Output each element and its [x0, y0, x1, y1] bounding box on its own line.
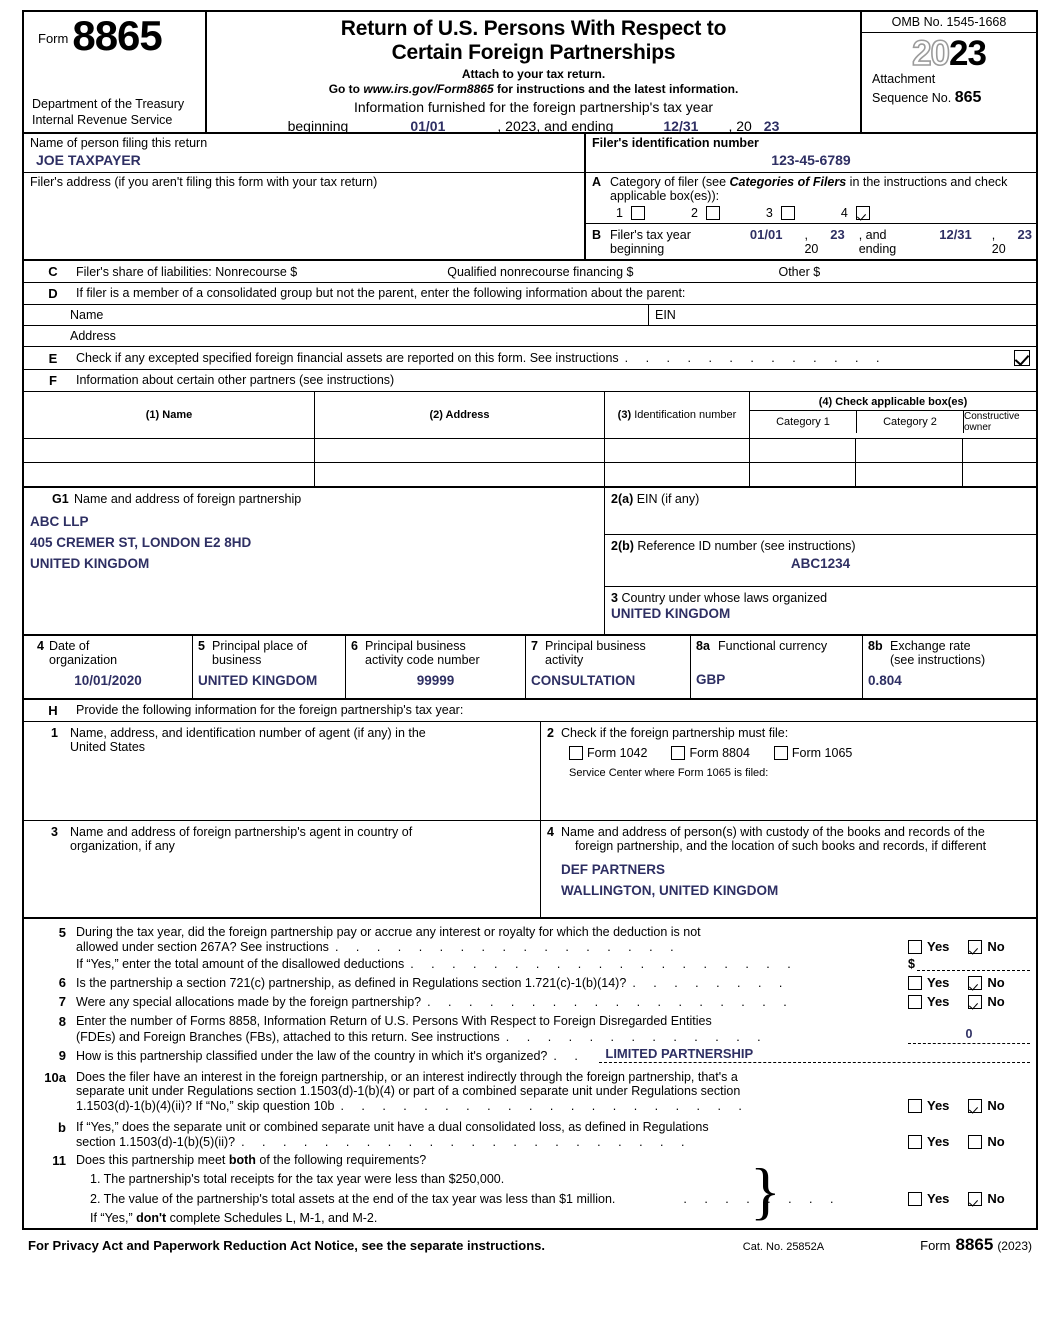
header-left-block	[24, 12, 207, 132]
question-7-no-label: No	[987, 994, 1005, 1009]
detail-5-label-1: Principal place of	[212, 639, 308, 653]
line-d-ein-label: EIN	[655, 308, 676, 322]
header-title-block	[207, 12, 862, 135]
beginning-value[interactable]: 01/01	[410, 118, 446, 135]
question-6-yes-checkbox[interactable]	[908, 976, 922, 990]
category-box-4[interactable]	[856, 206, 870, 220]
col-header-check-group	[749, 392, 1036, 438]
question-10a-yes-label: Yes	[927, 1098, 950, 1113]
line-b-label: Filer's tax year beginning	[610, 228, 691, 256]
line-e-row	[22, 346, 1038, 369]
filer-name-row	[22, 132, 1038, 172]
cell-constructive-owner[interactable]	[962, 463, 1036, 486]
h-item-1-line-1: Name, address, and identification number of agent (if any) in the	[70, 726, 426, 740]
question-6-text: Is the partnership a section 721(c) partnership, as defined in Regulations section 1.721(c)-1(b)(14)?	[76, 975, 627, 990]
tax-year-century: 20	[912, 34, 949, 73]
cell-name[interactable]	[24, 439, 314, 462]
g1-ein-title: EIN (if any)	[636, 492, 700, 506]
category-a-letter: A	[592, 175, 602, 189]
question-9-leader-dots: . .	[553, 1049, 585, 1063]
filer-name-label: Name of person filing this return	[30, 136, 208, 150]
question-9-num: 9	[58, 1048, 66, 1063]
g1-refid-title: Reference ID number (see instructions)	[637, 539, 856, 553]
cell-constructive-owner[interactable]	[962, 439, 1036, 462]
g1-refid-value[interactable]: ABC1234	[790, 556, 851, 571]
category-box-1-label: 1	[616, 206, 623, 220]
header-right-block	[862, 12, 1036, 132]
question-5-line-1: During the tax year, did the foreign partnership pay or accrue any interest or royalty for which the deduction is not	[76, 925, 701, 939]
partnership-details-row	[22, 634, 1038, 698]
category-a-text	[610, 175, 1032, 203]
question-7	[30, 990, 1030, 1009]
detail-8a[interactable]	[690, 636, 862, 698]
h-item-2-num: 2	[547, 726, 554, 740]
info-furnished-line: Information furnished for the foreign partnership's tax year	[353, 99, 714, 116]
line-d-letter: D	[48, 286, 58, 301]
question-10b-leader-dots: . . . . . . . . . . . . . . . . . . . . . .	[241, 1134, 692, 1149]
question-10a-leader-dots: . . . . . . . . . . . . . . . . . . . .	[340, 1098, 749, 1113]
question-8-num: 8	[58, 1014, 66, 1029]
filer-id-cell[interactable]	[584, 134, 1036, 172]
department-line-2: Internal Revenue Service	[32, 113, 173, 127]
question-10b-yes-checkbox[interactable]	[908, 1135, 922, 1149]
attachment-label: Attachment	[872, 72, 936, 86]
detail-7-label-1: Principal business	[545, 639, 646, 653]
h-item-4-value-line-2[interactable]: WALLINGTON, UNITED KINGDOM	[561, 882, 779, 898]
detail-4-label-1: Date of	[49, 639, 90, 653]
tax-year-badge	[862, 33, 1036, 74]
question-10a-num: 10a	[44, 1070, 66, 1085]
g1-section	[22, 486, 1038, 634]
h-item-2-label: Check if the foreign partnership must file:	[561, 726, 789, 740]
question-11-requirement-1: 1. The partnership's total receipts for the tax year were less than $250,000.	[90, 1172, 505, 1186]
detail-7-value[interactable]: CONSULTATION	[531, 673, 636, 688]
detail-6[interactable]	[345, 636, 525, 698]
detail-7[interactable]	[525, 636, 690, 698]
question-5-leader-dots: . . . . . . . . . . . . . . . . .	[334, 939, 681, 954]
question-10b-line-1: If “Yes,” does the separate unit or combined separate unit have a dual consolidated loss, as defined in Regulations	[76, 1120, 709, 1134]
filer-name-cell[interactable]	[24, 134, 584, 172]
goto-suffix: for instructions and the latest information.	[493, 82, 739, 97]
question-8	[30, 1009, 1030, 1044]
question-11-requirement-2: 2. The value of the partnership's total assets at the end of the tax year was less than $1 million.	[90, 1191, 616, 1206]
g1-country-title: Country under whose laws organized	[621, 591, 828, 605]
question-10a-line-2: separate unit under Regulations section 1.1503(d)-1(b)(4) or part of a combined separate unit under Regulations section	[76, 1084, 741, 1098]
question-11-leader-dots: . . . . . . . .	[683, 1191, 841, 1206]
g1-country-cell[interactable]	[605, 586, 1036, 634]
g1-title: Name and address of foreign partnership	[74, 492, 302, 506]
cell-category-1[interactable]	[749, 463, 855, 486]
question-9-value[interactable]: LIMITED PARTNERSHIP	[605, 1046, 754, 1061]
line-b-beginning-value[interactable]: 01/01	[749, 227, 783, 242]
tax-year-short: 23	[949, 34, 986, 73]
detail-5-value[interactable]: UNITED KINGDOM	[198, 673, 318, 688]
department-line-1: Department of the Treasury	[32, 97, 185, 111]
line-c-row	[22, 259, 1038, 282]
sequence-label: Sequence No.	[872, 90, 952, 105]
question-7-text: Were any special allocations made by the foreign partnership?	[76, 994, 422, 1009]
cell-id-number[interactable]	[604, 463, 749, 486]
line-f-row	[22, 369, 1038, 391]
h-checkbox-form-1042[interactable]	[569, 746, 583, 760]
header-tax-year-line	[207, 118, 860, 134]
category-a-text-pre: Category of filer (see	[610, 175, 730, 189]
attachment-sequence	[862, 72, 1036, 108]
detail-4-value[interactable]: 10/01/2020	[74, 673, 142, 688]
g1-address-line-1[interactable]: ABC LLP	[30, 514, 89, 529]
col-header-constructive-owner-text: Constructive owner	[964, 411, 1020, 433]
form-identifier	[30, 12, 199, 59]
h-checkbox-form-8804-label: Form 8804	[689, 746, 750, 760]
line-c-label-1: Filer's share of liabilities: Nonrecourse $	[76, 265, 298, 279]
h-checkbox-form-1065[interactable]	[774, 746, 788, 760]
detail-6-value[interactable]: 99999	[416, 673, 455, 688]
col-header-id-number-text: (3) Identification number	[617, 409, 737, 421]
detail-8a-value[interactable]: GBP	[696, 672, 726, 687]
question-10b-num: b	[58, 1120, 66, 1135]
ending-value[interactable]: 12/31	[663, 118, 699, 135]
question-7-yes-label: Yes	[927, 994, 950, 1009]
question-10a-line-1: Does the filer have an interest in the foreign partnership, or an interest indirectly through the foreign partnership, that's a	[76, 1070, 738, 1084]
detail-4-label-2: organization	[49, 653, 118, 667]
cell-address[interactable]	[314, 463, 604, 486]
col-header-category-1-text: Category 1	[776, 416, 830, 428]
detail-8b-label-2: (see instructions)	[890, 653, 986, 667]
section-h-items-1-2	[22, 721, 1038, 820]
h-checkbox-form-1042-label: Form 1042	[587, 746, 648, 760]
col-header-name	[24, 392, 314, 438]
table-row[interactable]	[24, 438, 1036, 462]
line-e-leader-dots: . . . . . . . . . . . . .	[624, 351, 887, 365]
cell-category-2[interactable]	[855, 439, 962, 462]
question-5-sub-text: If “Yes,” enter the total amount of the disallowed deductions	[76, 957, 405, 971]
g1-address-line-2[interactable]: 405 CREMER ST, LONDON E2 8HD	[30, 534, 252, 550]
line-d-ein-cell[interactable]	[648, 305, 1036, 325]
h-item-3-line-2: organization, if any	[70, 839, 175, 853]
privacy-notice: For Privacy Act and Paperwork Reduction Act Notice, see the separate instructions.	[28, 1238, 546, 1253]
col-header-check-applicable	[750, 392, 1036, 410]
question-7-leader-dots: . . . . . . . . . . . . . . . . . .	[427, 994, 794, 1009]
question-5-yes-label: Yes	[927, 939, 950, 954]
question-10b	[30, 1113, 1030, 1149]
line-e-letter: E	[48, 350, 58, 366]
question-5-yes-checkbox[interactable]	[908, 940, 922, 954]
h-item-1[interactable]	[24, 722, 540, 820]
question-11-lead-pre: Does this partnership meet	[76, 1153, 229, 1167]
question-11-yes-checkbox[interactable]	[908, 1192, 922, 1206]
question-11-lead	[76, 1153, 1030, 1167]
h-checkbox-form-8804[interactable]	[671, 746, 685, 760]
catalog-number: Cat. No. 25852A	[742, 1241, 825, 1253]
detail-6-num: 6	[351, 639, 358, 653]
h-item-3-line-1: Name and address of foreign partnership's agent in country of	[70, 825, 413, 839]
section-h-items-3-4	[22, 820, 1038, 917]
question-8-value[interactable]: 0	[965, 1027, 973, 1041]
department-block	[32, 96, 184, 128]
footer-form-number: 8865	[955, 1235, 994, 1254]
beginning-label: beginning	[287, 118, 349, 135]
g1-address-line-3[interactable]: UNITED KINGDOM	[30, 555, 150, 571]
category-box-1[interactable]	[631, 206, 645, 220]
section-h-letter: H	[48, 703, 58, 718]
col-header-category-2-text: Category 2	[883, 416, 937, 428]
question-7-num: 7	[58, 994, 66, 1009]
line-c-label-3: Other $	[778, 265, 821, 279]
col-header-address-text: (2) Address	[429, 409, 490, 421]
h-item-3-num: 3	[51, 825, 58, 839]
g1-refid-label: 2(b)	[611, 539, 634, 553]
line-d-name-cell[interactable]	[24, 305, 648, 325]
form-title-line-1: Return of U.S. Persons With Respect to	[340, 17, 727, 40]
category-box-4-label: 4	[840, 206, 848, 220]
line-d-name-ein-row	[22, 304, 1038, 325]
line-d-address-label: Address	[70, 329, 116, 343]
detail-8a-num: 8a	[696, 639, 710, 653]
detail-8a-label-1: Functional currency	[718, 639, 828, 653]
h-item-3[interactable]	[24, 821, 540, 917]
line-b-year-1[interactable]: 23	[830, 227, 845, 242]
col-header-name-text: (1) Name	[145, 409, 193, 421]
question-6-num: 6	[58, 975, 66, 990]
question-10b-yes-label: Yes	[927, 1134, 950, 1149]
questions-section	[22, 917, 1038, 1228]
col-header-category-2	[856, 411, 963, 433]
question-9-text: How is this partnership classified under the law of the country in which it's organized?	[76, 1049, 548, 1063]
question-10a-no-checkbox[interactable]	[968, 1099, 982, 1113]
filer-name-value[interactable]: JOE TAXPAYER	[36, 152, 141, 168]
footer-form-word: Form	[920, 1238, 951, 1253]
question-5-no-label: No	[987, 939, 1005, 954]
detail-4[interactable]	[24, 636, 192, 698]
question-7-yes-checkbox[interactable]	[908, 995, 922, 1009]
cell-name[interactable]	[24, 463, 314, 486]
g1-partnership-cell[interactable]	[24, 488, 604, 634]
col-header-id-number	[604, 392, 749, 438]
detail-4-num: 4	[37, 639, 44, 653]
g1-ein-cell[interactable]	[605, 488, 1036, 534]
filer-id-value[interactable]: 123-45-6789	[771, 152, 851, 168]
question-10a-line-3: 1.1503(d)-1(b)(4)(ii)? If “No,” skip question 10b	[76, 1098, 335, 1113]
form-word-label: Form	[38, 30, 69, 46]
category-box-2[interactable]	[706, 206, 720, 220]
filer-address-category-row	[22, 172, 1038, 259]
question-7-no-checkbox[interactable]	[968, 995, 982, 1009]
header-year-value[interactable]: 23	[763, 118, 780, 135]
question-11-no-checkbox[interactable]	[968, 1192, 982, 1206]
question-5-amount-input[interactable]	[917, 958, 1030, 971]
h-item-4-value-line-1[interactable]: DEF PARTNERS	[561, 862, 666, 877]
category-box-2-label: 2	[690, 206, 698, 220]
question-6-no-label: No	[987, 975, 1005, 990]
question-6-leader-dots: . . . . . . . .	[632, 975, 790, 990]
col-header-constructive-owner	[963, 411, 1036, 433]
col-header-check-applicable-text: (4) Check applicable box(es)	[818, 396, 968, 408]
line-b-ending-value[interactable]: 12/31	[939, 227, 972, 242]
line-e-label: Check if any excepted specified foreign financial assets are reported on this form. See instructions	[76, 351, 619, 365]
line-d-address-row[interactable]	[22, 325, 1038, 346]
question-11-no-label: No	[987, 1191, 1005, 1206]
question-5-sub-leader-dots: . . . . . . . . . . . . . . . . . . .	[410, 957, 798, 971]
line-b-year-2[interactable]: 23	[1017, 227, 1032, 242]
g1-ein-label: 2(a)	[611, 492, 634, 506]
line-c-label-2: Qualified nonrecourse financing $	[447, 265, 634, 279]
sequence-number: 865	[954, 88, 982, 106]
question-5-no-checkbox[interactable]	[968, 940, 982, 954]
table-row[interactable]	[24, 462, 1036, 486]
question-5-line-2: allowed under section 267A? See instructions	[76, 939, 329, 954]
detail-7-num: 7	[531, 639, 538, 653]
detail-6-label-1: Principal business	[365, 639, 466, 653]
question-11-footer-bold: don't	[136, 1211, 167, 1225]
question-11-footer-pre: If “Yes,”	[90, 1211, 137, 1225]
omb-number: OMB No. 1545-1668	[862, 15, 1036, 33]
question-11: 11 Does this partnership meet both of the following requirements? 1. The partnership's total receipts for the tax year were less than $250,000. 2. The value of the partnership's total assets at the end of the tax year was less than $1 million. . . . . . . . . Yes No If “Yes,” don't complete Schedules L, M-1, and M-2. }	[30, 1149, 1030, 1228]
line-d-label: If filer is a member of a consolidated group but not the parent, enter the following information about the parent:	[76, 286, 686, 300]
form-title-line-2: Certain Foreign Partnerships	[391, 40, 676, 64]
detail-5-num: 5	[198, 639, 205, 653]
detail-8b[interactable]	[862, 636, 1036, 698]
filer-address-label: Filer's address (if you aren't filing this form with your tax return)	[30, 175, 378, 189]
question-11-footer	[76, 1206, 1030, 1228]
h-item-2	[540, 722, 1036, 820]
cell-category-2[interactable]	[855, 463, 962, 486]
line-b-mid: , and ending	[858, 228, 897, 256]
line-d-row	[22, 282, 1038, 304]
line-f-label: Information about certain other partners (see instructions)	[76, 373, 395, 387]
detail-7-label-2: activity	[545, 653, 584, 667]
h-item-1-line-2: United States	[70, 740, 146, 754]
line-b-letter: B	[592, 228, 602, 242]
form-header	[22, 10, 1038, 135]
detail-5[interactable]	[192, 636, 345, 698]
question-5	[30, 925, 1030, 971]
question-11-lead-bold: both	[228, 1153, 256, 1167]
question-10a	[30, 1063, 1030, 1113]
detail-5-label-2: business	[212, 653, 262, 667]
header-year-prefix: , 20	[728, 118, 752, 135]
g1-country-label: 3	[611, 591, 618, 605]
category-box-3-label: 3	[765, 206, 773, 220]
attach-note: Attach to your tax return.	[461, 67, 606, 82]
g1-refid-cell[interactable]	[605, 534, 1036, 586]
h-service-center-label: Service Center where Form 1065 is filed:	[569, 767, 769, 779]
line-b-year-prefix-1: , 20	[804, 228, 819, 256]
g1-country-value[interactable]: UNITED KINGDOM	[611, 606, 731, 621]
question-11-footer-post: complete Schedules L, M-1, and M-2.	[166, 1211, 378, 1225]
line-c-letter: C	[48, 264, 58, 279]
category-b-block	[584, 173, 1036, 259]
detail-8b-num: 8b	[868, 639, 883, 653]
detail-6-label-2: activity code number	[365, 653, 480, 667]
footer-form-year: (2023)	[997, 1239, 1032, 1253]
question-6-no-checkbox[interactable]	[968, 976, 982, 990]
other-partners-table	[22, 391, 1038, 486]
col-header-address	[314, 392, 604, 438]
question-9	[30, 1044, 1030, 1063]
question-6-yes-label: Yes	[927, 975, 950, 990]
question-8-line-1: Enter the number of Forms 8858, Information Return of U.S. Persons With Respect to Foreign Disregarded Entities	[76, 1014, 712, 1028]
cell-address[interactable]	[314, 439, 604, 462]
h-item-1-num: 1	[51, 726, 58, 740]
question-10a-no-label: No	[987, 1098, 1005, 1113]
question-11-num: 11	[52, 1153, 66, 1168]
section-h-row	[22, 698, 1038, 721]
question-11-lead-post: of the following requirements?	[255, 1153, 427, 1167]
question-5-dollar-sign: $	[908, 957, 915, 971]
goto-prefix: Go to	[328, 82, 364, 97]
filer-id-label: Filer's identification number	[592, 136, 759, 150]
h-item-4-num: 4	[547, 825, 554, 839]
category-a-text-post: in the instructions and check applicable box(es)):	[610, 175, 1008, 203]
goto-url[interactable]: www.irs.gov/Form8865	[363, 82, 494, 97]
goto-line	[207, 82, 860, 96]
cell-category-1[interactable]	[749, 439, 855, 462]
form-number: 8865	[72, 12, 162, 59]
question-8-line-2: (FDEs) and Foreign Branches (FBs), attached to this return. See instructions	[76, 1030, 500, 1044]
category-box-3[interactable]	[781, 206, 795, 220]
line-e-checkbox[interactable]	[1014, 350, 1030, 366]
h-item-4[interactable]	[540, 821, 1036, 917]
line-f-letter: F	[49, 373, 57, 388]
col-header-category-1	[750, 411, 856, 433]
question-6	[30, 971, 1030, 990]
detail-8b-label-1: Exchange rate	[890, 639, 971, 653]
category-a-text-emphasis: Categories of Filers	[729, 175, 847, 189]
question-8-leader-dots: . . . . . . . . . . . . .	[505, 1030, 768, 1044]
h-checkbox-form-1065-label: Form 1065	[791, 746, 853, 760]
line-d-name-label: Name	[70, 308, 104, 322]
question-10b-no-checkbox[interactable]	[968, 1135, 982, 1149]
question-5-num: 5	[58, 925, 66, 940]
h-item-4-line-1: Name and address of person(s) with custody of the books and records of the	[561, 825, 985, 839]
g1-right-column	[604, 488, 1036, 634]
g1-label: G1	[52, 492, 69, 506]
header-mid-text: , 2023, and ending	[497, 118, 614, 135]
question-10a-yes-checkbox[interactable]	[908, 1099, 922, 1113]
section-h-label: Provide the following information for the foreign partnership's tax year:	[76, 703, 464, 717]
line-b-row	[586, 223, 1036, 259]
question-10b-line-2: section 1.1503(d)-1(b)(5)(ii)?	[76, 1134, 236, 1149]
h-item-4-line-2: foreign partnership, and the location of such books and records, if different	[575, 839, 987, 853]
cell-id-number[interactable]	[604, 439, 749, 462]
line-b-year-prefix-2: , 20	[991, 228, 1006, 256]
category-a-row	[586, 173, 1036, 223]
filer-address-cell[interactable]	[24, 173, 584, 259]
question-10b-no-label: No	[987, 1134, 1005, 1149]
detail-8b-value[interactable]: 0.804	[868, 673, 902, 688]
form-footer	[22, 1228, 1038, 1255]
question-11-yes-label: Yes	[927, 1191, 950, 1206]
